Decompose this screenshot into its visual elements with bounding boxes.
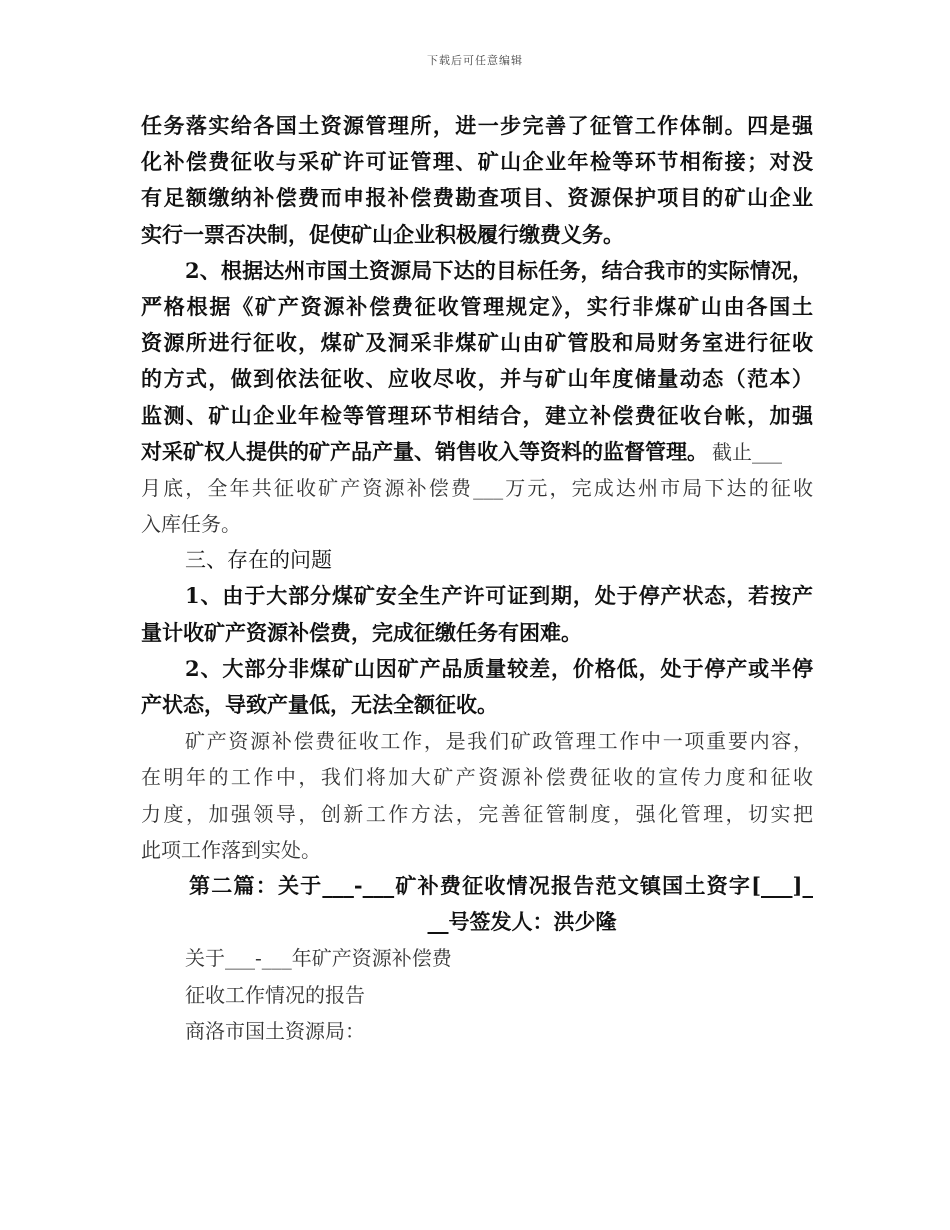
part-two-title: __号签发人：洪少隆 (427, 909, 617, 935)
document-body (141, 108, 813, 1049)
paragraph-line: 化补偿费征收与采矿许可证管理、矿山企业年检等环节相衔接；对没 (141, 149, 813, 175)
paragraph-line: 关于___-___年矿产资源补偿费 (185, 946, 452, 971)
part-two-title: 第二篇：关于___-___矿补费征收情况报告范文镇国土资字[___]_ (189, 872, 813, 898)
paragraph-line: 矿产资源补偿费征收工作，是我们矿政管理工作中一项重要内容， (185, 729, 813, 754)
paragraph-line: 此项工作落到实处。 (141, 837, 321, 862)
paragraph-line: 力度，加强领导，创新工作方法，完善征管制度，强化管理，切实把 (141, 801, 813, 826)
paragraph-line: 2、根据达州市国土资源局下达的目标任务，结合我市的实际情况， (185, 257, 813, 283)
paragraph-line: 量计收矿产资源补偿费，完成征缴任务有困难。 (141, 619, 582, 645)
paragraph-line: 1、由于大部分煤矿安全生产许可证到期，处于停产状态，若按产 (185, 583, 813, 609)
paragraph-line: 资源所进行征收，煤矿及洞采非煤矿山由矿管股和局财务室进行征收 (141, 330, 813, 356)
paragraph-line: 入库任务。 (141, 512, 241, 537)
paragraph-line: 严格根据《矿产资源补偿费征收管理规定》，实行非煤矿山由各国土 (141, 293, 813, 319)
paragraph-line: 实行一票否决制，促使矿山企业积极履行缴费义务。 (141, 221, 624, 247)
paragraph-line: 2、大部分非煤矿山因矿产品质量较差，价格低，处于停产或半停 (185, 655, 813, 681)
paragraph-line: 监测、矿山企业年检等管理环节相结合，建立补偿费征收台帐，加强 (141, 402, 813, 428)
paragraph-line: 征收工作情况的报告 (185, 982, 365, 1007)
page-header-note: 下载后可任意编辑 (427, 54, 523, 67)
paragraph-line: 月底，全年共征收矿产资源补偿费___万元，完成达州市局下达的征收 (141, 475, 813, 500)
paragraph-line: 商洛市国土资源局： (185, 1018, 365, 1043)
section-heading: 三、存在的问题 (185, 548, 332, 573)
paragraph-line: 有足额缴纳补偿费而申报补偿费勘查项目、资源保护项目的矿山企业 (141, 185, 813, 211)
paragraph-line: 在明年的工作中，我们将加大矿产资源补偿费征收的宣传力度和征收 (141, 765, 813, 790)
paragraph-line: 产状态，导致产量低，无法全额征收。 (141, 692, 498, 717)
paragraph-line: 的方式，做到依法征收、应收尽收，并与矿山年度储量动态（范本） (141, 366, 813, 392)
paragraph-line: 任务落实给各国土资源管理所，进一步完善了征管工作体制。四是强 (141, 113, 813, 138)
paragraph-line-mixed: 对采矿权人提供的矿产品产量、销售收入等资料的监督管理。 截止___ (141, 438, 782, 464)
